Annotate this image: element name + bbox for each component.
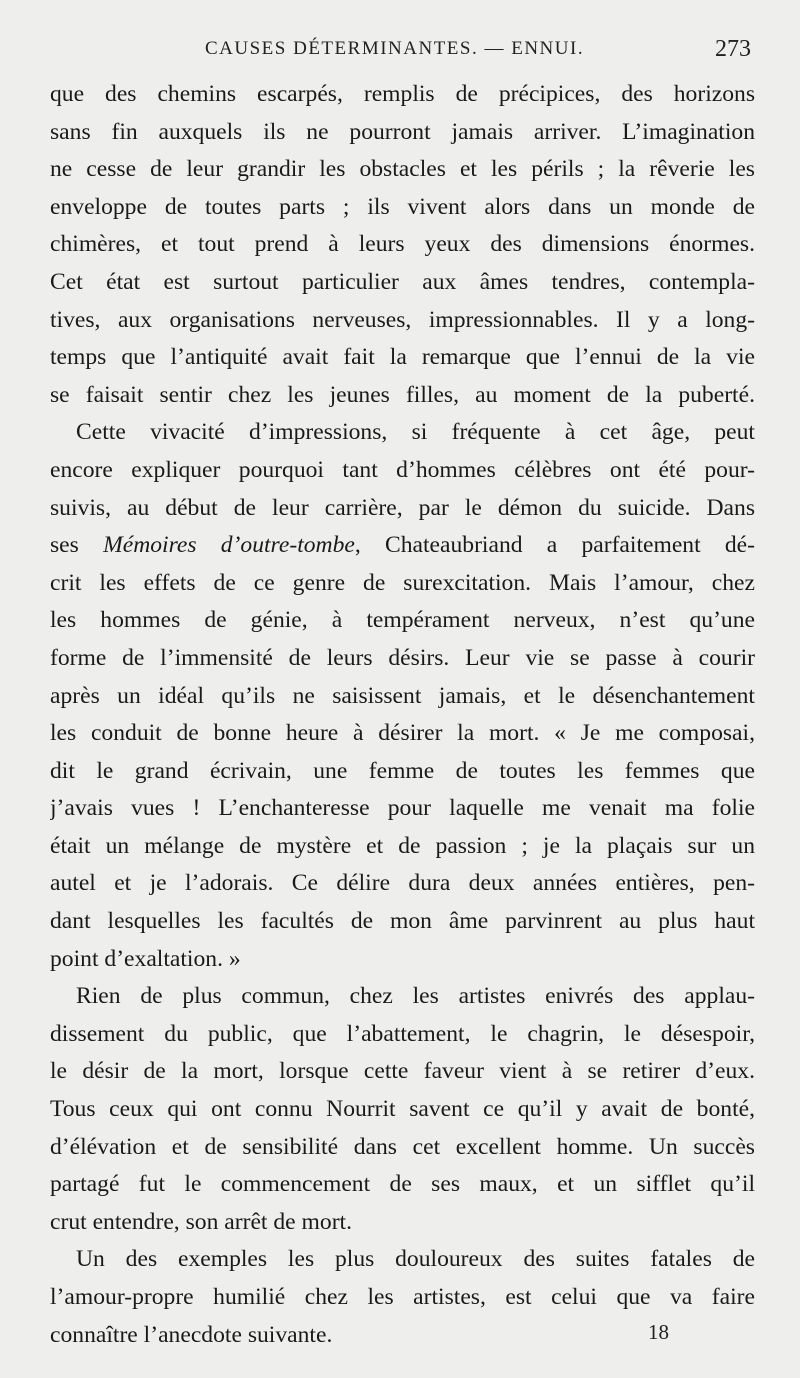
text-line: tives, aux organisations nerveuses, impressionnables. Il y a long- bbox=[50, 306, 755, 333]
text-line: enveloppe de toutes parts ; ils vivent alors dans un monde de bbox=[50, 193, 755, 220]
text-line: Tous ceux qui ont connu Nourrit savent ce qu’il y avait de bonté, bbox=[50, 1096, 755, 1123]
text-line: que des chemins escarpés, remplis de précipices, des horizons bbox=[50, 81, 755, 107]
text-line: sans fin auxquels ils ne pourront jamais arriver. L’imagination bbox=[50, 118, 755, 145]
text-line: autel et je l’adorais. Ce délire dura deux années entières, pen- bbox=[50, 870, 755, 897]
text-line-with-title bbox=[50, 527, 755, 565]
book-title: Mémoires d’outre-tombe bbox=[103, 532, 355, 559]
text-line: chimères, et tout prend à leurs yeux des dimensions énormes. bbox=[50, 231, 755, 258]
text-line: dant lesquelles les facultés de mon âme parvinrent au plus haut bbox=[50, 908, 755, 935]
text-line: dissement du public, que l’abattement, le chagrin, le désespoir, bbox=[50, 1020, 755, 1047]
text-line: d’élévation et de sensibilité dans cet excellent homme. Un succès bbox=[50, 1133, 755, 1160]
text-line: j’avais vues ! L’enchanteresse pour laquelle me venait ma folie bbox=[50, 795, 755, 822]
page-header bbox=[50, 36, 755, 76]
text-line: crit les effets de ce genre de surexcitation. Mais l’amour, chez bbox=[50, 569, 755, 596]
text-line: suivis, au début de leur carrière, par le démon du suicide. Dans bbox=[50, 494, 755, 521]
text-line: le désir de la mort, lorsque cette faveur vient à se retirer d’eux. bbox=[50, 1058, 755, 1085]
paragraph-3 bbox=[50, 978, 755, 1241]
text-line: ne cesse de leur grandir les obstacles et les périls ; la rêverie les bbox=[50, 156, 755, 183]
text-fragment: ses bbox=[50, 532, 104, 559]
paragraph-2 bbox=[50, 414, 755, 978]
text-line: connaître l’anecdote suivante. bbox=[50, 1321, 333, 1348]
page-number: 273 bbox=[715, 36, 751, 62]
text-line: temps que l’antiquité avait fait la remarque que l’ennui de la vie bbox=[50, 344, 755, 371]
text-line: partagé fut le commencement de ses maux, et un sifflet qu’il bbox=[50, 1171, 755, 1198]
text-line: les conduit de bonne heure à désirer la mort. « Je me composai, bbox=[50, 720, 755, 747]
text-line: Rien de plus commun, chez les artistes enivrés des applau- bbox=[76, 983, 755, 1010]
text-line: était un mélange de mystère et de passion ; je la plaçais sur un bbox=[50, 832, 755, 859]
running-head: CAUSES DÉTERMINANTES. — ENNUI. bbox=[205, 38, 585, 59]
text-line: l’amour-propre humilié chez les artistes, est celui que va faire bbox=[50, 1284, 755, 1310]
text-line: point d’exaltation. » bbox=[50, 945, 241, 972]
text-line: après un idéal qu’ils ne saisissent jamais, et le désenchantement bbox=[50, 682, 755, 709]
text-line: se faisait sentir chez les jeunes filles, au moment de la puberté. bbox=[50, 381, 755, 408]
paragraph-1 bbox=[50, 76, 755, 414]
text-line: Cet état est surtout particulier aux âmes tendres, contempla- bbox=[50, 268, 755, 295]
text-line: dit le grand écrivain, une femme de toutes les femmes que bbox=[50, 757, 755, 784]
text-line: Cette vivacité d’impressions, si fréquente à cet âge, peut bbox=[76, 419, 755, 446]
text-line: crut entendre, son arrêt de mort. bbox=[50, 1208, 353, 1235]
text-line: Un des exemples les plus douloureux des suites fatales de bbox=[76, 1246, 755, 1273]
text-line: les hommes de génie, à tempérament nerveux, n’est qu’une bbox=[50, 607, 755, 634]
text-fragment: , Chateaubriand a parfaitement dé- bbox=[354, 532, 755, 559]
text-line: encore expliquer pourquoi tant d’hommes célèbres ont été pour- bbox=[50, 456, 755, 483]
signature-mark: 18 bbox=[648, 1320, 669, 1344]
body-text bbox=[50, 76, 755, 1354]
text-line: forme de l’immensité de leurs désirs. Leur vie se passe à courir bbox=[50, 644, 755, 671]
